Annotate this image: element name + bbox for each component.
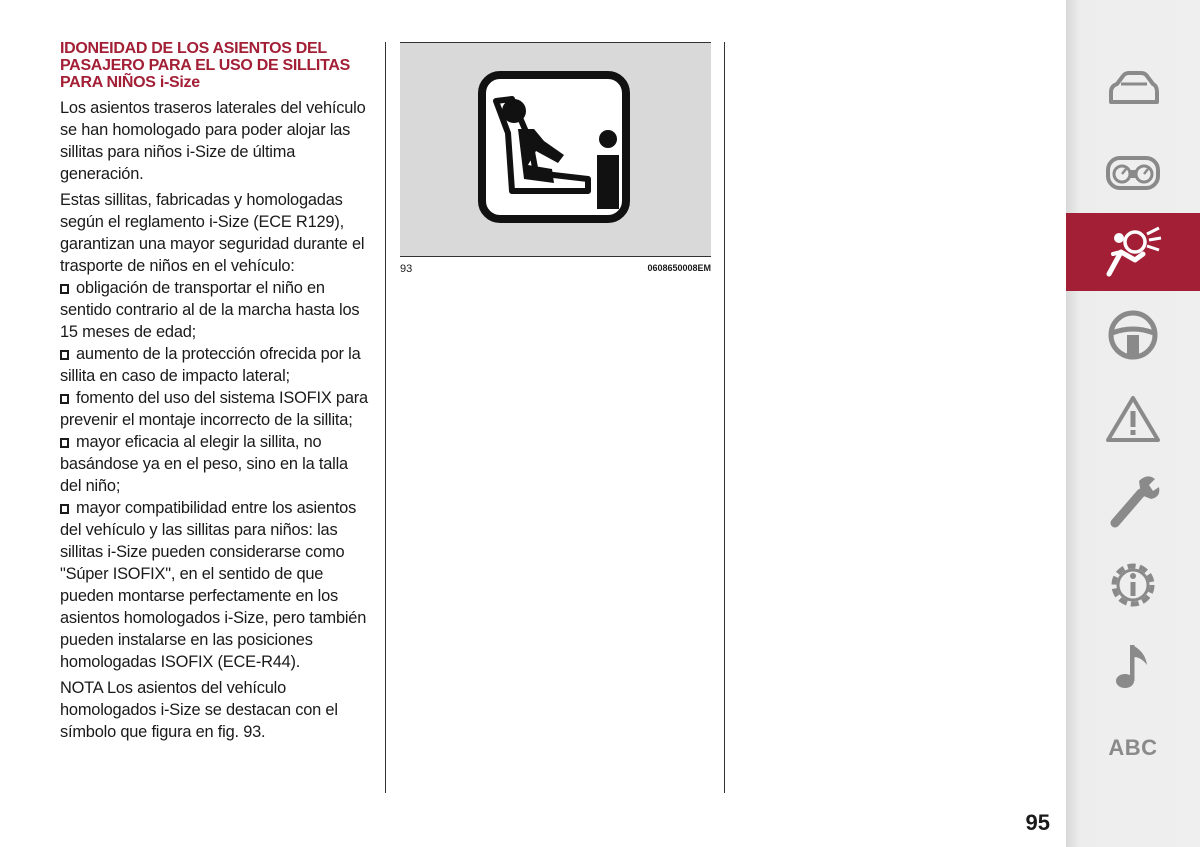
bullet-item xyxy=(60,277,372,343)
square-bullet-icon xyxy=(60,350,69,360)
info-gear-icon xyxy=(1105,557,1161,613)
airbag-safety-icon xyxy=(1101,224,1165,280)
bullet-item xyxy=(60,497,372,673)
square-bullet-icon xyxy=(60,284,69,294)
warning-triangle-icon xyxy=(1104,393,1162,445)
paragraph: Los asientos traseros laterales del vehículo se han homologado para poder alojar las sillitas para niños i-Size de última generación. xyxy=(60,99,366,183)
bullet-item xyxy=(60,431,372,497)
child-seat-i-size-icon xyxy=(478,71,630,223)
bullet-text: mayor eficacia al elegir la sillita, no basándose ya en el peso, sino en la talla del niño; xyxy=(60,433,348,495)
bullet-text: obligación de transportar el niño en sentido contrario al de la marcha hasta los 15 meses de edad; xyxy=(60,279,360,341)
column-divider xyxy=(724,42,725,793)
body-text xyxy=(60,97,372,747)
sidebar-item-driving[interactable] xyxy=(1066,305,1200,365)
square-bullet-icon xyxy=(60,394,69,404)
heading-line-2: PASAJERO PARA EL USO DE SILLITAS xyxy=(60,57,350,74)
bullet-item xyxy=(60,343,372,387)
sidebar-item-emergency[interactable] xyxy=(1066,390,1200,448)
sidebar-item-technical-data[interactable] xyxy=(1066,555,1200,615)
heading-line-1: IDONEIDAD DE LOS ASIENTOS DEL xyxy=(60,40,327,57)
column-divider xyxy=(385,42,386,793)
figure-number: 93 xyxy=(400,263,413,275)
car-icon xyxy=(1105,68,1161,108)
bullet-text: fomento del uso del sistema ISOFIX para prevenir el montaje incorrecto de la sillita; xyxy=(60,389,368,429)
wrench-icon xyxy=(1105,471,1161,531)
sidebar-item-maintenance[interactable] xyxy=(1066,470,1200,532)
sidebar-item-index[interactable] xyxy=(1066,725,1200,770)
sidebar-item-safety[interactable] xyxy=(1066,213,1200,291)
bullet-item xyxy=(60,387,372,431)
bullet-text: mayor compatibilidad entre los asientos del vehículo y las sillitas para niños: las sillitas i-Size pueden considerarse como "Súper ISOFIX", en el sentido de que pueden montarse perfectamente en los asientos homologados i-Size, pero también pueden instalarse en las posiciones homologadas ISOFIX (ECE-R44). xyxy=(60,499,367,671)
abc-index-label: ABC xyxy=(1108,734,1158,760)
bullet-text: aumento de la protección ofrecida por la sillita en caso de impacto lateral; xyxy=(60,345,361,385)
square-bullet-icon xyxy=(60,438,69,448)
note-paragraph: NOTA Los asientos del vehículo homologados i-Size se destacan con el símbolo que figura en fig. 93. xyxy=(60,679,338,741)
steering-wheel-icon xyxy=(1105,307,1161,363)
heading-line-3: PARA NIÑOS i-Size xyxy=(60,74,200,91)
square-bullet-icon xyxy=(60,504,69,514)
page-number: 95 xyxy=(1025,810,1050,835)
paragraph: Estas sillitas, fabricadas y homologadas según el reglamento i-Size (ECE R129), garantizan una mayor seguridad durante el trasporte de niños en el vehículo: xyxy=(60,191,365,275)
music-note-icon xyxy=(1111,637,1155,693)
sidebar-item-car[interactable] xyxy=(1066,60,1200,115)
section-heading xyxy=(60,40,380,91)
sidebar-item-dashboard[interactable] xyxy=(1066,145,1200,200)
dashboard-icon xyxy=(1105,153,1161,193)
sidebar-item-multimedia[interactable] xyxy=(1066,635,1200,695)
figure-code: 0608650008EM xyxy=(647,263,711,273)
figure-93 xyxy=(400,42,711,257)
